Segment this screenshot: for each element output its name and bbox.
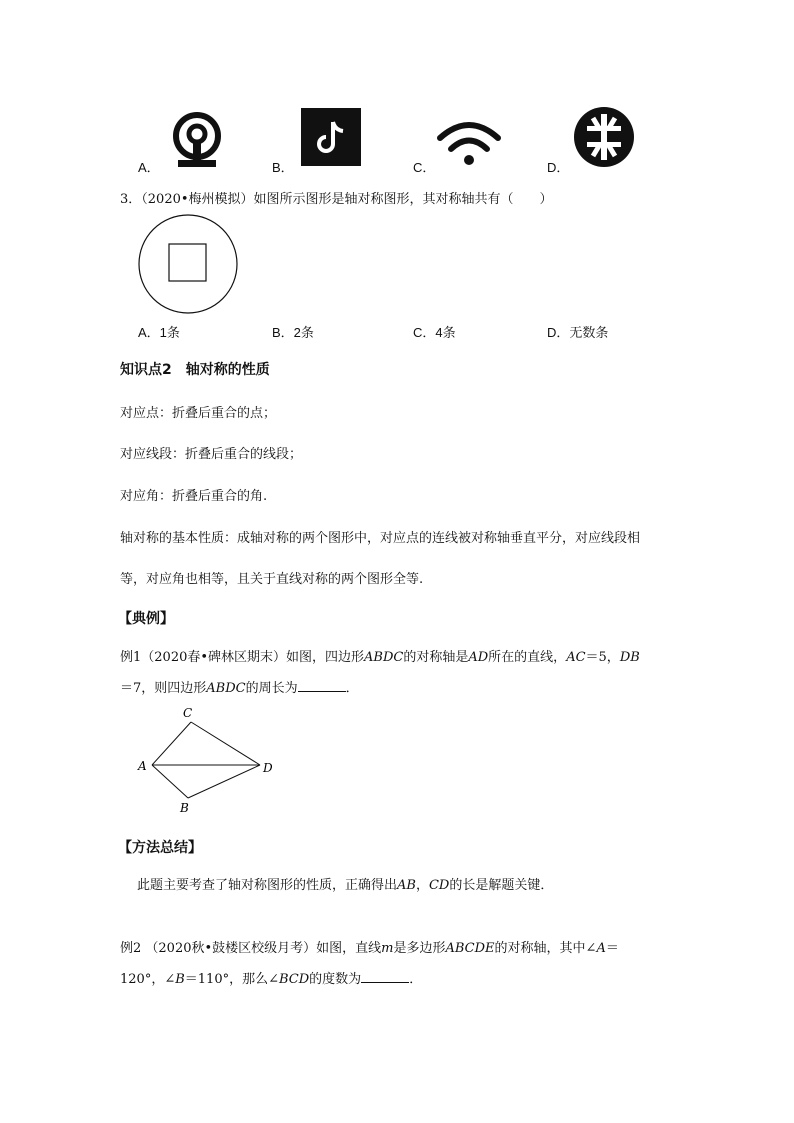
knowledge-heading: 知识点2 轴对称的性质 <box>120 362 270 378</box>
method-heading: 【方法总结】 <box>118 840 202 856</box>
example-1-line-1: 例1（2020春•碑林区期末）如图，四边形ABDC的对称轴是AD所在的直线，AC＝5，DB <box>120 650 640 665</box>
example-2-line-1: 例2 （2020秋•鼓楼区校级月考）如图，直线m是多边形ABCDE的对称轴，其中∠A＝ <box>120 941 619 956</box>
q2-option-d-label: D． <box>547 160 570 175</box>
example-1-line-2: ＝7，则四边形ABDC的周长为 ． <box>120 681 359 696</box>
example-heading: 【典例】 <box>118 611 174 627</box>
circle-square-figure <box>136 212 240 316</box>
q2-option-b-label: B． <box>272 160 294 175</box>
railway-logo-icon <box>164 112 230 170</box>
answer-blank[interactable] <box>298 679 346 692</box>
q3-option-c: C．4条 <box>413 325 456 340</box>
q2-option-a-label: A． <box>138 160 160 175</box>
question-3-stem: 3．（2020•梅州模拟）如图所示图形是轴对称图形，其对称轴共有（ ） <box>120 192 553 207</box>
method-text: 此题主要考查了轴对称图形的性质，正确得出AB，CD的长是解题关键． <box>137 878 554 893</box>
tiktok-logo-icon <box>301 108 361 166</box>
vertex-label-a: A <box>138 759 147 773</box>
vertex-label-b: B <box>180 801 189 815</box>
quadrilateral-figure <box>134 702 284 820</box>
answer-blank[interactable] <box>361 970 409 983</box>
example-2-line-2: 120°，∠B＝110°，那么∠BCD的度数为 ． <box>120 972 423 987</box>
vertex-label-d: D <box>263 761 273 775</box>
knowledge-line-4: 轴对称的基本性质：成轴对称的两个图形中，对应点的连线被对称轴垂直平分，对应线段相 <box>120 531 641 546</box>
q3-option-b: B．2条 <box>272 325 314 340</box>
q3-option-d: D．无数条 <box>547 325 609 340</box>
knowledge-line-1: 对应点：折叠后重合的点； <box>120 406 277 421</box>
knowledge-line-3: 对应角：折叠后重合的角. <box>120 489 268 504</box>
q2-option-c-label: C． <box>413 160 436 175</box>
metro-logo-icon <box>573 106 635 168</box>
vertex-label-c: C <box>183 706 193 720</box>
knowledge-line-2: 对应线段：折叠后重合的线段； <box>120 447 303 462</box>
wifi-icon <box>436 118 502 168</box>
knowledge-line-5: 等，对应角也相等，且关于直线对称的两个图形全等. <box>120 572 424 587</box>
q3-option-a: A．1条 <box>138 325 180 340</box>
